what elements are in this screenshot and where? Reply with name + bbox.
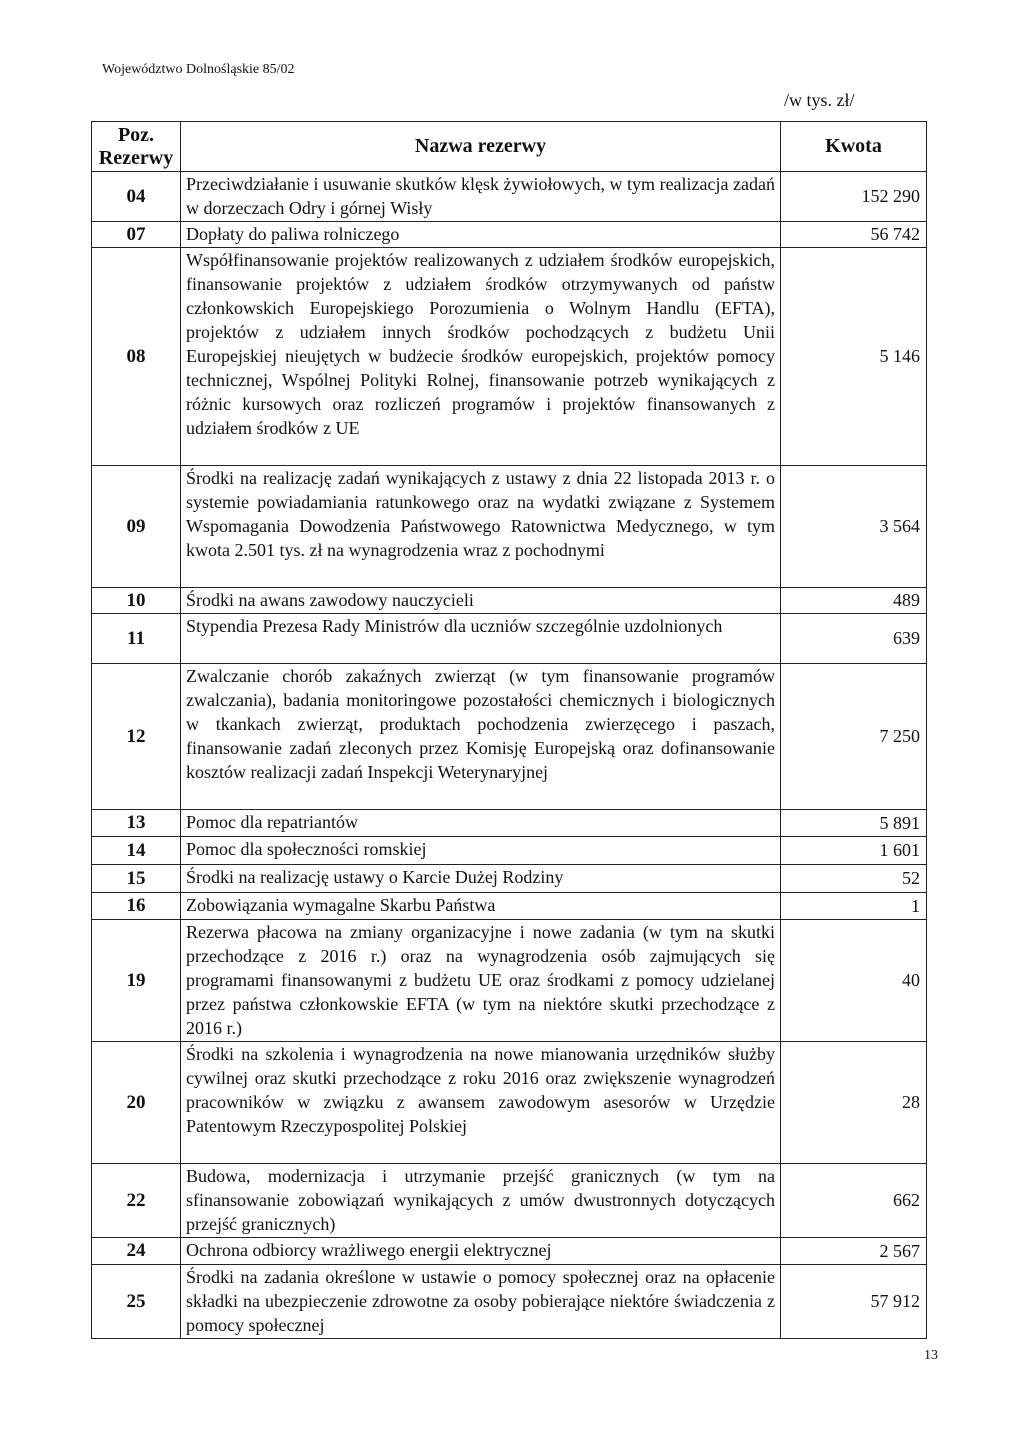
reserve-amount: 662	[781, 1164, 927, 1238]
table-row	[92, 893, 927, 920]
reserve-number: 11	[92, 614, 181, 664]
reserve-number: 08	[92, 248, 181, 466]
table-row	[92, 1238, 927, 1265]
reserve-name: Przeciwdziałanie i usuwanie skutków klęsk żywiołowych, w tym realizacja zadań w dorzeczach Odry i górnej Wisły	[181, 172, 781, 222]
table-row	[92, 248, 927, 466]
table-row	[92, 664, 927, 810]
reserve-name: Pomoc dla społeczności romskiej	[181, 837, 781, 865]
reserve-amount: 28	[781, 1042, 927, 1164]
table-row	[92, 466, 927, 588]
reserve-number: 13	[92, 810, 181, 837]
reserve-name: Środki na zadania określone w ustawie o pomocy społecznej oraz na opłacenie składki na ubezpieczenie zdrowotne za osoby pobierające niektóre świadczenia z pomocy społecznej	[181, 1265, 781, 1339]
table-row	[92, 1265, 927, 1339]
reserve-amount: 52	[781, 865, 927, 893]
reserve-name: Środki na realizację ustawy o Karcie Dużej Rodziny	[181, 865, 781, 893]
reserve-name: Środki na awans zawodowy nauczycieli	[181, 588, 781, 614]
table-row	[92, 222, 927, 248]
reserve-number: 20	[92, 1042, 181, 1164]
unit-label: /w tys. zł/	[784, 90, 855, 110]
reserve-amount: 489	[781, 588, 927, 614]
reserve-name: Ochrona odbiorcy wrażliwego energii elektrycznej	[181, 1238, 781, 1265]
reserve-number: 12	[92, 664, 181, 810]
reserve-number: 24	[92, 1238, 181, 1265]
table-header-row	[92, 122, 927, 172]
table-row	[92, 1164, 927, 1238]
page-number: 13	[924, 1348, 938, 1363]
reserve-number: 14	[92, 837, 181, 865]
reserve-name: Środki na szkolenia i wynagrodzenia na nowe mianowania urzędników służby cywilnej oraz skutki przechodzące z roku 2016 oraz zwiększenie wynagrodzeń pracowników w związku z awansem zawodowym asesorów w Urzędzie Patentowym Rzeczypospolitej Polskiej	[181, 1042, 781, 1164]
reserve-amount: 639	[781, 614, 927, 664]
reserve-number: 25	[92, 1265, 181, 1339]
reserve-amount: 2 567	[781, 1238, 927, 1265]
reserve-amount: 1 601	[781, 837, 927, 865]
reserve-name: Środki na realizację zadań wynikających z ustawy z dnia 22 listopada 2013 r. o systemie powiadamiania ratunkowego oraz na wydatki związane z Systemem Wspomagania Dowodzenia Państwowego Ratownictwa Medycznego, w tym kwota 2.501 tys. zł na wynagrodzenia wraz z pochodnymi	[181, 466, 781, 588]
table-row	[92, 588, 927, 614]
reserve-name: Dopłaty do paliwa rolniczego	[181, 222, 781, 248]
reserve-amount: 5 146	[781, 248, 927, 466]
reserve-number: 04	[92, 172, 181, 222]
reserve-amount: 152 290	[781, 172, 927, 222]
reserve-number: 10	[92, 588, 181, 614]
column-header-kwota: Kwota	[781, 122, 927, 172]
reserve-number: 09	[92, 466, 181, 588]
reserve-amount: 40	[781, 920, 927, 1042]
column-header-nazwa: Nazwa rezerwy	[181, 122, 781, 172]
reserve-name: Budowa, modernizacja i utrzymanie przejść granicznych (w tym na sfinansowanie zobowiązań wynikających z umów dwustronnych dotyczących przejść granicznych)	[181, 1164, 781, 1238]
reserve-amount: 57 912	[781, 1265, 927, 1339]
reserve-amount: 3 564	[781, 466, 927, 588]
reserve-amount: 7 250	[781, 664, 927, 810]
table-row	[92, 172, 927, 222]
reserve-name: Rezerwa płacowa na zmiany organizacyjne i nowe zadania (w tym na skutki przechodzące z 2016 r.) oraz na wynagrodzenia osób zajmujących się programami finansowanymi z budżetu UE oraz środkami z pomocy udzielanej przez państwa członkowskie EFTA (w tym na niektóre skutki przechodzące z 2016 r.)	[181, 920, 781, 1042]
reserve-name: Zwalczanie chorób zakaźnych zwierząt (w tym finansowanie programów zwalczania), badania monitoringowe pozostałości chemicznych i biologicznych w tkankach zwierząt, produktach pochodzenia zwierzęcego i paszach, finansowanie zadań zleconych przez Komisję Europejską oraz dofinansowanie kosztów realizacji zadań Inspekcji Weterynaryjnej	[181, 664, 781, 810]
reserve-name: Pomoc dla repatriantów	[181, 810, 781, 837]
reserve-number: 15	[92, 865, 181, 893]
reserve-amount: 1	[781, 893, 927, 920]
reserve-number: 22	[92, 1164, 181, 1238]
table-row	[92, 920, 927, 1042]
reserve-amount: 56 742	[781, 222, 927, 248]
table-row	[92, 810, 927, 837]
table-row	[92, 837, 927, 865]
table-row	[92, 865, 927, 893]
reserve-number: 16	[92, 893, 181, 920]
reserve-number: 19	[92, 920, 181, 1042]
column-header-poz: Poz. Rezerwy	[92, 122, 181, 172]
table-row	[92, 614, 927, 664]
reserve-name: Zobowiązania wymagalne Skarbu Państwa	[181, 893, 781, 920]
reserve-name: Stypendia Prezesa Rady Ministrów dla uczniów szczególnie uzdolnionych	[181, 614, 781, 664]
reserve-number: 07	[92, 222, 181, 248]
reserve-amount: 5 891	[781, 810, 927, 837]
reserve-name: Współfinansowanie projektów realizowanych z udziałem środków europejskich, finansowanie projektów z udziałem środków otrzymywanych od państw członkowskich Europejskiego Porozumienia o Wolnym Handlu (EFTA), projektów z udziałem innych środków pochodzących z budżetu Unii Europejskiej nieujętych w budżecie środków europejskich, projektów pomocy technicznej, Wspólnej Polityki Rolnej, finansowanie potrzeb wynikających z różnic kursowych oraz rozliczeń programów i projektów finansowanych z udziałem środków z UE	[181, 248, 781, 466]
document-header: Województwo Dolnośląskie 85/02	[102, 62, 295, 77]
reserves-table	[91, 121, 927, 1339]
table-row	[92, 1042, 927, 1164]
